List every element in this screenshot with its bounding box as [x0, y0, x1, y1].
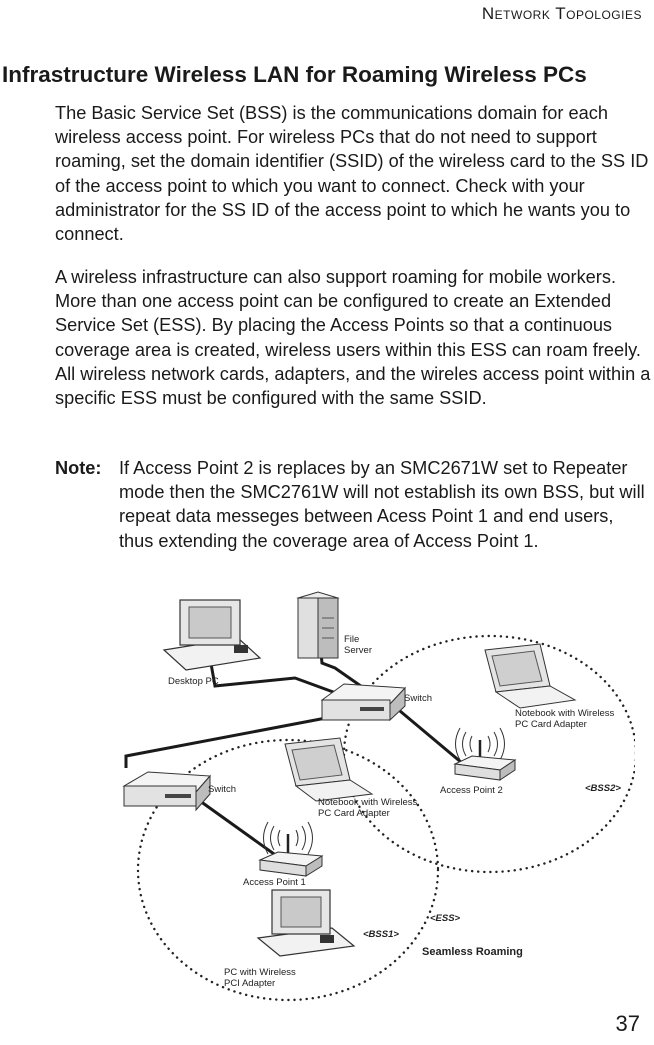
bss1-label: <BSS1> — [363, 929, 399, 940]
page-number: 37 — [615, 1011, 640, 1036]
section-title: Infrastructure Wireless LAN for Roaming Wireless PCs — [2, 62, 587, 87]
file-server-label: File Server — [344, 634, 372, 656]
notebook-middle — [285, 738, 372, 801]
switch-left-label: Switch — [208, 784, 236, 795]
running-header: Network Topologies — [481, 4, 642, 23]
note-text: If Access Point 2 is replaces by an SMC2671W set to Repeater mode then the SMC2761W will not establish its own BSS, but will repeat data messeges between Acess Point 1 and end users, thus extending the coverage area of Access Point 1. — [119, 458, 645, 551]
desktop-pc — [164, 600, 260, 670]
access-point-2 — [455, 728, 515, 780]
roaming-network-diagram — [100, 588, 635, 1003]
desktop-pc-label: Desktop PC — [168, 676, 219, 687]
bss2-label: <BSS2> — [585, 783, 621, 794]
pc-with-wireless-adapter — [258, 890, 354, 956]
access-point-2-label: Access Point 2 — [440, 785, 503, 796]
switch-top — [322, 684, 405, 720]
ess-label: <ESS> — [430, 913, 461, 924]
access-point-1-label: Access Point 1 — [243, 877, 306, 888]
pc-with-wireless-label: PC with Wireless PCI Adapter — [224, 967, 296, 989]
switch-left — [124, 772, 210, 810]
notebook-top — [485, 644, 575, 708]
switch-top-label: Switch — [404, 693, 432, 704]
paragraph-ess: A wireless infrastructure can also support roaming for mobile workers. More than one access point can be configured to create an Extended Service Set (ESS). By placing the Access Points so that a continuous coverage area is created, wireless users within this ESS can roam freely. All wireless network cards, adapters, and the wireles access point within a specific ESS must be configured with the same SSID. — [55, 267, 651, 409]
notebook-top-label: Notebook with Wireless PC Card Adapter — [515, 708, 615, 730]
paragraph-bss: The Basic Service Set (BSS) is the communications domain for each wireless access point. For wireless PCs that do not need to support roaming, set the domain identifier (SSID) of the wireless card to the SS ID of the access point to which you want to connect. Check with your administrator for the SS ID of the access point to which he wants you to connect. — [55, 103, 649, 245]
seamless-roaming-label: Seamless Roaming — [422, 946, 523, 958]
note-label: Note: — [55, 458, 102, 478]
notebook-middle-label: Notebook with Wireless PC Card Adapter — [318, 797, 418, 819]
file-server — [298, 592, 338, 658]
bss2-coverage-area — [344, 636, 635, 872]
